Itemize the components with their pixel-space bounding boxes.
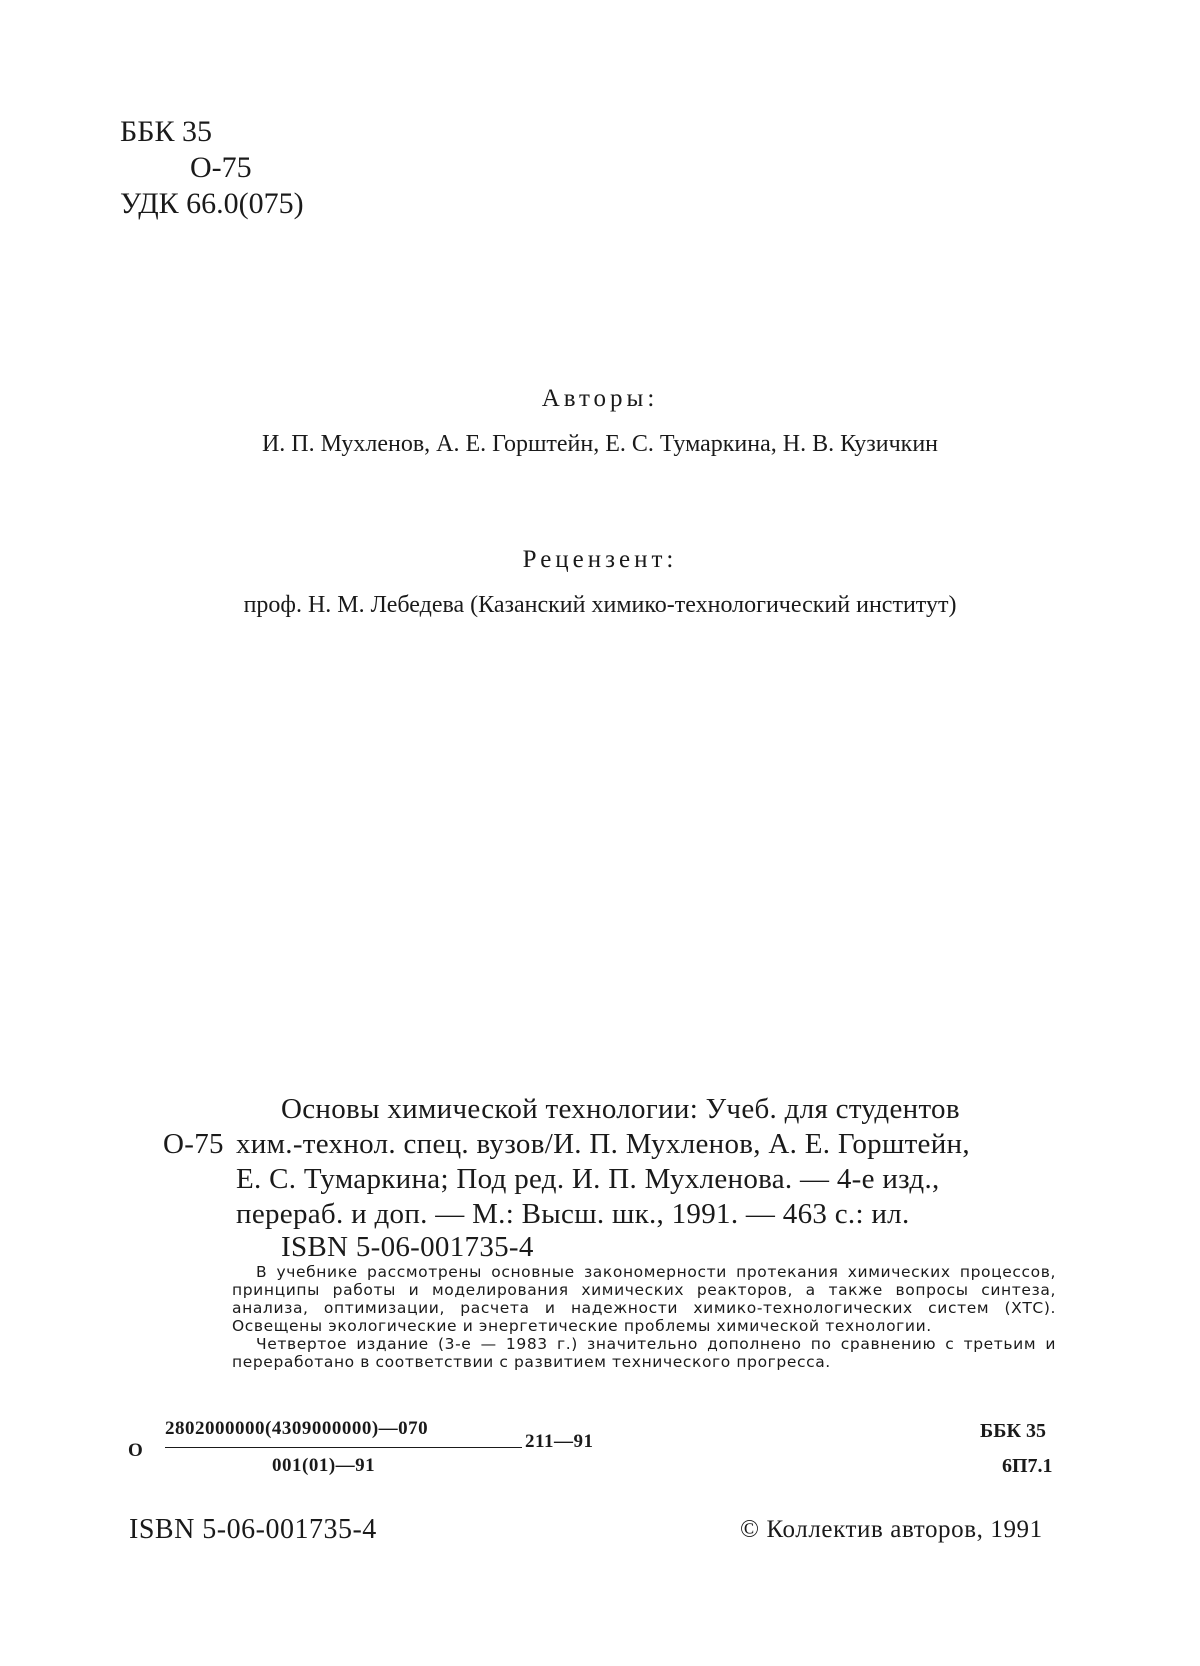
authors-heading: Авторы: [541, 385, 659, 412]
reviewer-name: проф. Н. М. Лебедева (Казанский химико-технологический институт) [243, 592, 957, 618]
formula-numerator: 2802000000(4309000000)—070 [165, 1418, 429, 1439]
card-abstract [232, 1263, 1056, 1371]
formula-denominator: 001(01)—91 [272, 1455, 376, 1476]
card-line-1: Основы химической технологии: Учеб. для студентов [281, 1093, 960, 1125]
fraction-bar [165, 1447, 522, 1448]
card-line-2: хим.-технол. спец. вузов/И. П. Мухленов, А. Е. Горштейн, [236, 1128, 970, 1160]
bbk-code: ББК 35 [120, 115, 212, 148]
abstract-paragraph-1: В учебнике рассмотрены основные закономерности протекания химических процессов, принципы работы и моделирования химических реакторов, а также вопросы синтеза, анализа, оптимизации, расчета и надежности химико-технологических систем (ХТС). Освещены экологические и энергетические проблемы химической технологии. [232, 1263, 1056, 1335]
bbk-right-index: 6П7.1 [1002, 1455, 1053, 1477]
formula-prefix: О [128, 1440, 144, 1461]
copyright-notice: © Коллектив авторов, 1991 [740, 1516, 1043, 1543]
footer-isbn: ISBN 5-06-001735-4 [129, 1514, 377, 1545]
abstract-paragraph-2: Четвертое издание (3-е — 1983 г.) значительно дополнено по сравнению с третьим и переработано в соответствии с развитием технического прогресса. [232, 1335, 1056, 1371]
authors-names: И. П. Мухленов, А. Е. Горштейн, Е. С. Тумаркина, Н. В. Кузичкин [261, 431, 939, 457]
card-isbn: ISBN 5-06-001735-4 [281, 1231, 534, 1263]
card-line-4: перераб. и доп. — М.: Высш. шк., 1991. — 463 с.: ил. [236, 1198, 910, 1230]
reviewer-heading: Рецензент: [522, 546, 678, 573]
udk-code: УДК 66.0(075) [120, 187, 304, 220]
card-line-3: Е. С. Тумаркина; Под ред. И. П. Мухленова. — 4-е изд., [236, 1163, 940, 1195]
formula-suffix: 211—91 [525, 1431, 594, 1452]
author-mark: О-75 [190, 151, 252, 184]
card-author-mark: О-75 [163, 1128, 224, 1160]
bbk-right-code: ББК 35 [980, 1420, 1046, 1442]
